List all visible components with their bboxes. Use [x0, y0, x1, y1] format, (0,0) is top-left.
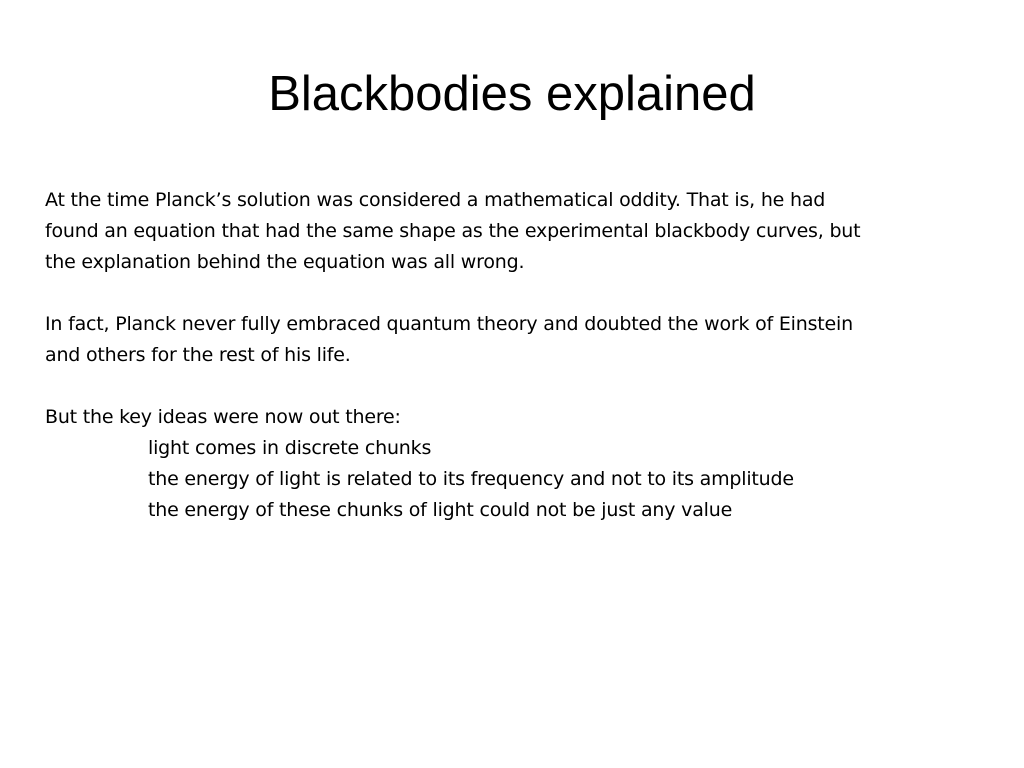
- slide-title: Blackbodies explained: [268, 67, 756, 121]
- paragraph-line: and others for the rest of his life.: [45, 344, 351, 366]
- paragraph-spacer: [45, 371, 985, 402]
- paragraph-line: the explanation behind the equation was all wrong.: [45, 251, 525, 273]
- paragraph-planck-solution: [45, 185, 985, 278]
- paragraph-planck-doubts: [45, 309, 985, 371]
- paragraph-line: found an equation that had the same shape as the experimental blackbody curves, but: [45, 220, 861, 242]
- key-ideas-block: [45, 402, 985, 526]
- key-idea-item: light comes in discrete chunks: [148, 437, 432, 459]
- key-idea-item: the energy of light is related to its frequency and not to its amplitude: [148, 468, 794, 490]
- paragraph-line: At the time Planck’s solution was considered a mathematical oddity. That is, he had: [45, 189, 826, 211]
- paragraph-line: In fact, Planck never fully embraced quantum theory and doubted the work of Einstein: [45, 313, 853, 335]
- key-ideas-intro: But the key ideas were now out there:: [45, 406, 401, 428]
- paragraph-spacer: [45, 278, 985, 309]
- key-idea-item: the energy of these chunks of light could not be just any value: [148, 499, 733, 521]
- slide-body: [45, 185, 985, 526]
